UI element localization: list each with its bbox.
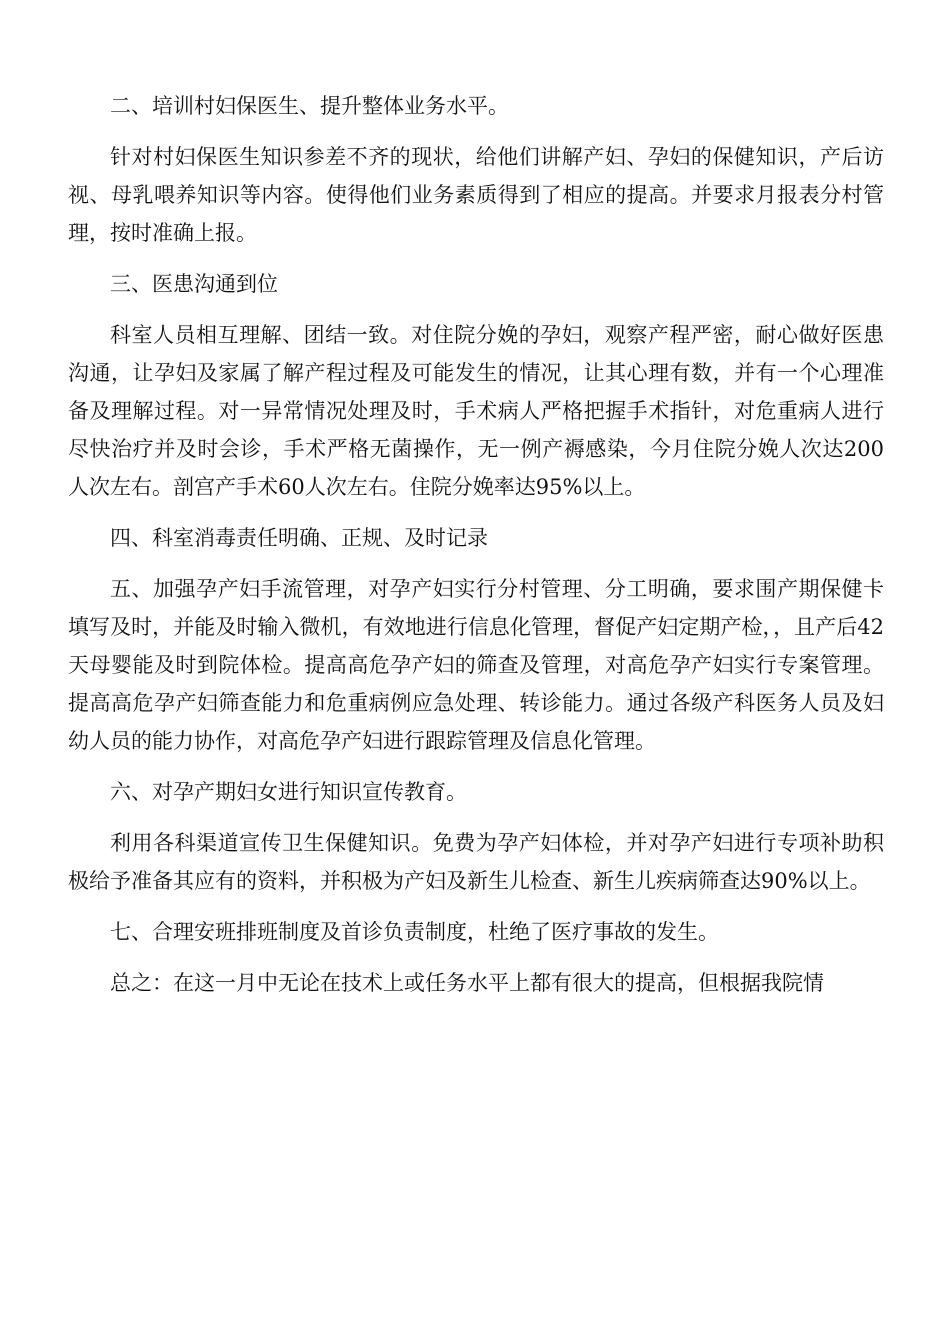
heading-disinfection: 四、科室消毒责任明确、正规、及时记录 [110, 526, 488, 550]
paragraph-communication-detail: 科室人员相互理解、团结一致。对住院分娩的孕妇，观察产程严密，耐心做好医患沟通，让孕妇及家属了解产程过程及可能发生的情况，让其心理有数，并有一个心理准备及理解过程。对一异常情况处理及时，手术病人严格把握手术指针，对危重病人进行尽快治疗并及时会诊，手术严格无菌操作，无一例产褥感染，今月住院分娩人次达200人次左右。剖宫产手术60人次左右。住院分娩率达95%以上。 [68, 323, 884, 499]
paragraph-maternal-management: 五、加强孕产妇手流管理，对孕产妇实行分村管理、分工明确，要求围产期保健卡填写及时，并能及时输入微机，有效地进行信息化管理，督促产妇定期产检，，且产后42天母婴能及时到院体检。提高高危孕产妇的筛查及管理，对高危孕产妇实行专案管理。提高高危孕产妇筛查能力和危重病例应急处理、转诊能力。通过各级产科医务人员及妇幼人员的能力协作，对高危孕产妇进行跟踪管理及信息化管理。 [68, 577, 884, 753]
paragraph-training-detail: 针对村妇保医生知识参差不齐的现状，给他们讲解产妇、孕妇的保健知识，产后访视、母乳喂养知识等内容。使得他们业务素质得到了相应的提高。并要求月报表分村管理，按时准确上报。 [68, 145, 884, 245]
document-body [68, 87, 884, 1015]
heading-scheduling: 七、合理安班排班制度及首诊负责制度，杜绝了医疗事故的发生。 [110, 920, 719, 944]
heading-training: 二、培训村妇保医生、提升整体业务水平。 [110, 94, 509, 118]
heading-communication: 三、医患沟通到位 [110, 272, 278, 296]
paragraph-education-detail: 利用各科渠道宣传卫生保健知识。免费为孕产妇体检，并对孕产妇进行专项补助积极给予准备其应有的资料，并积极为产妇及新生儿检查、新生儿疾病筛查达90%以上。 [68, 831, 884, 893]
heading-education: 六、对孕产期妇女进行知识宣传教育。 [110, 780, 467, 804]
paragraph-summary: 总之：在这一月中无论在技术上或任务水平上都有很大的提高，但根据我院情 [110, 971, 824, 995]
